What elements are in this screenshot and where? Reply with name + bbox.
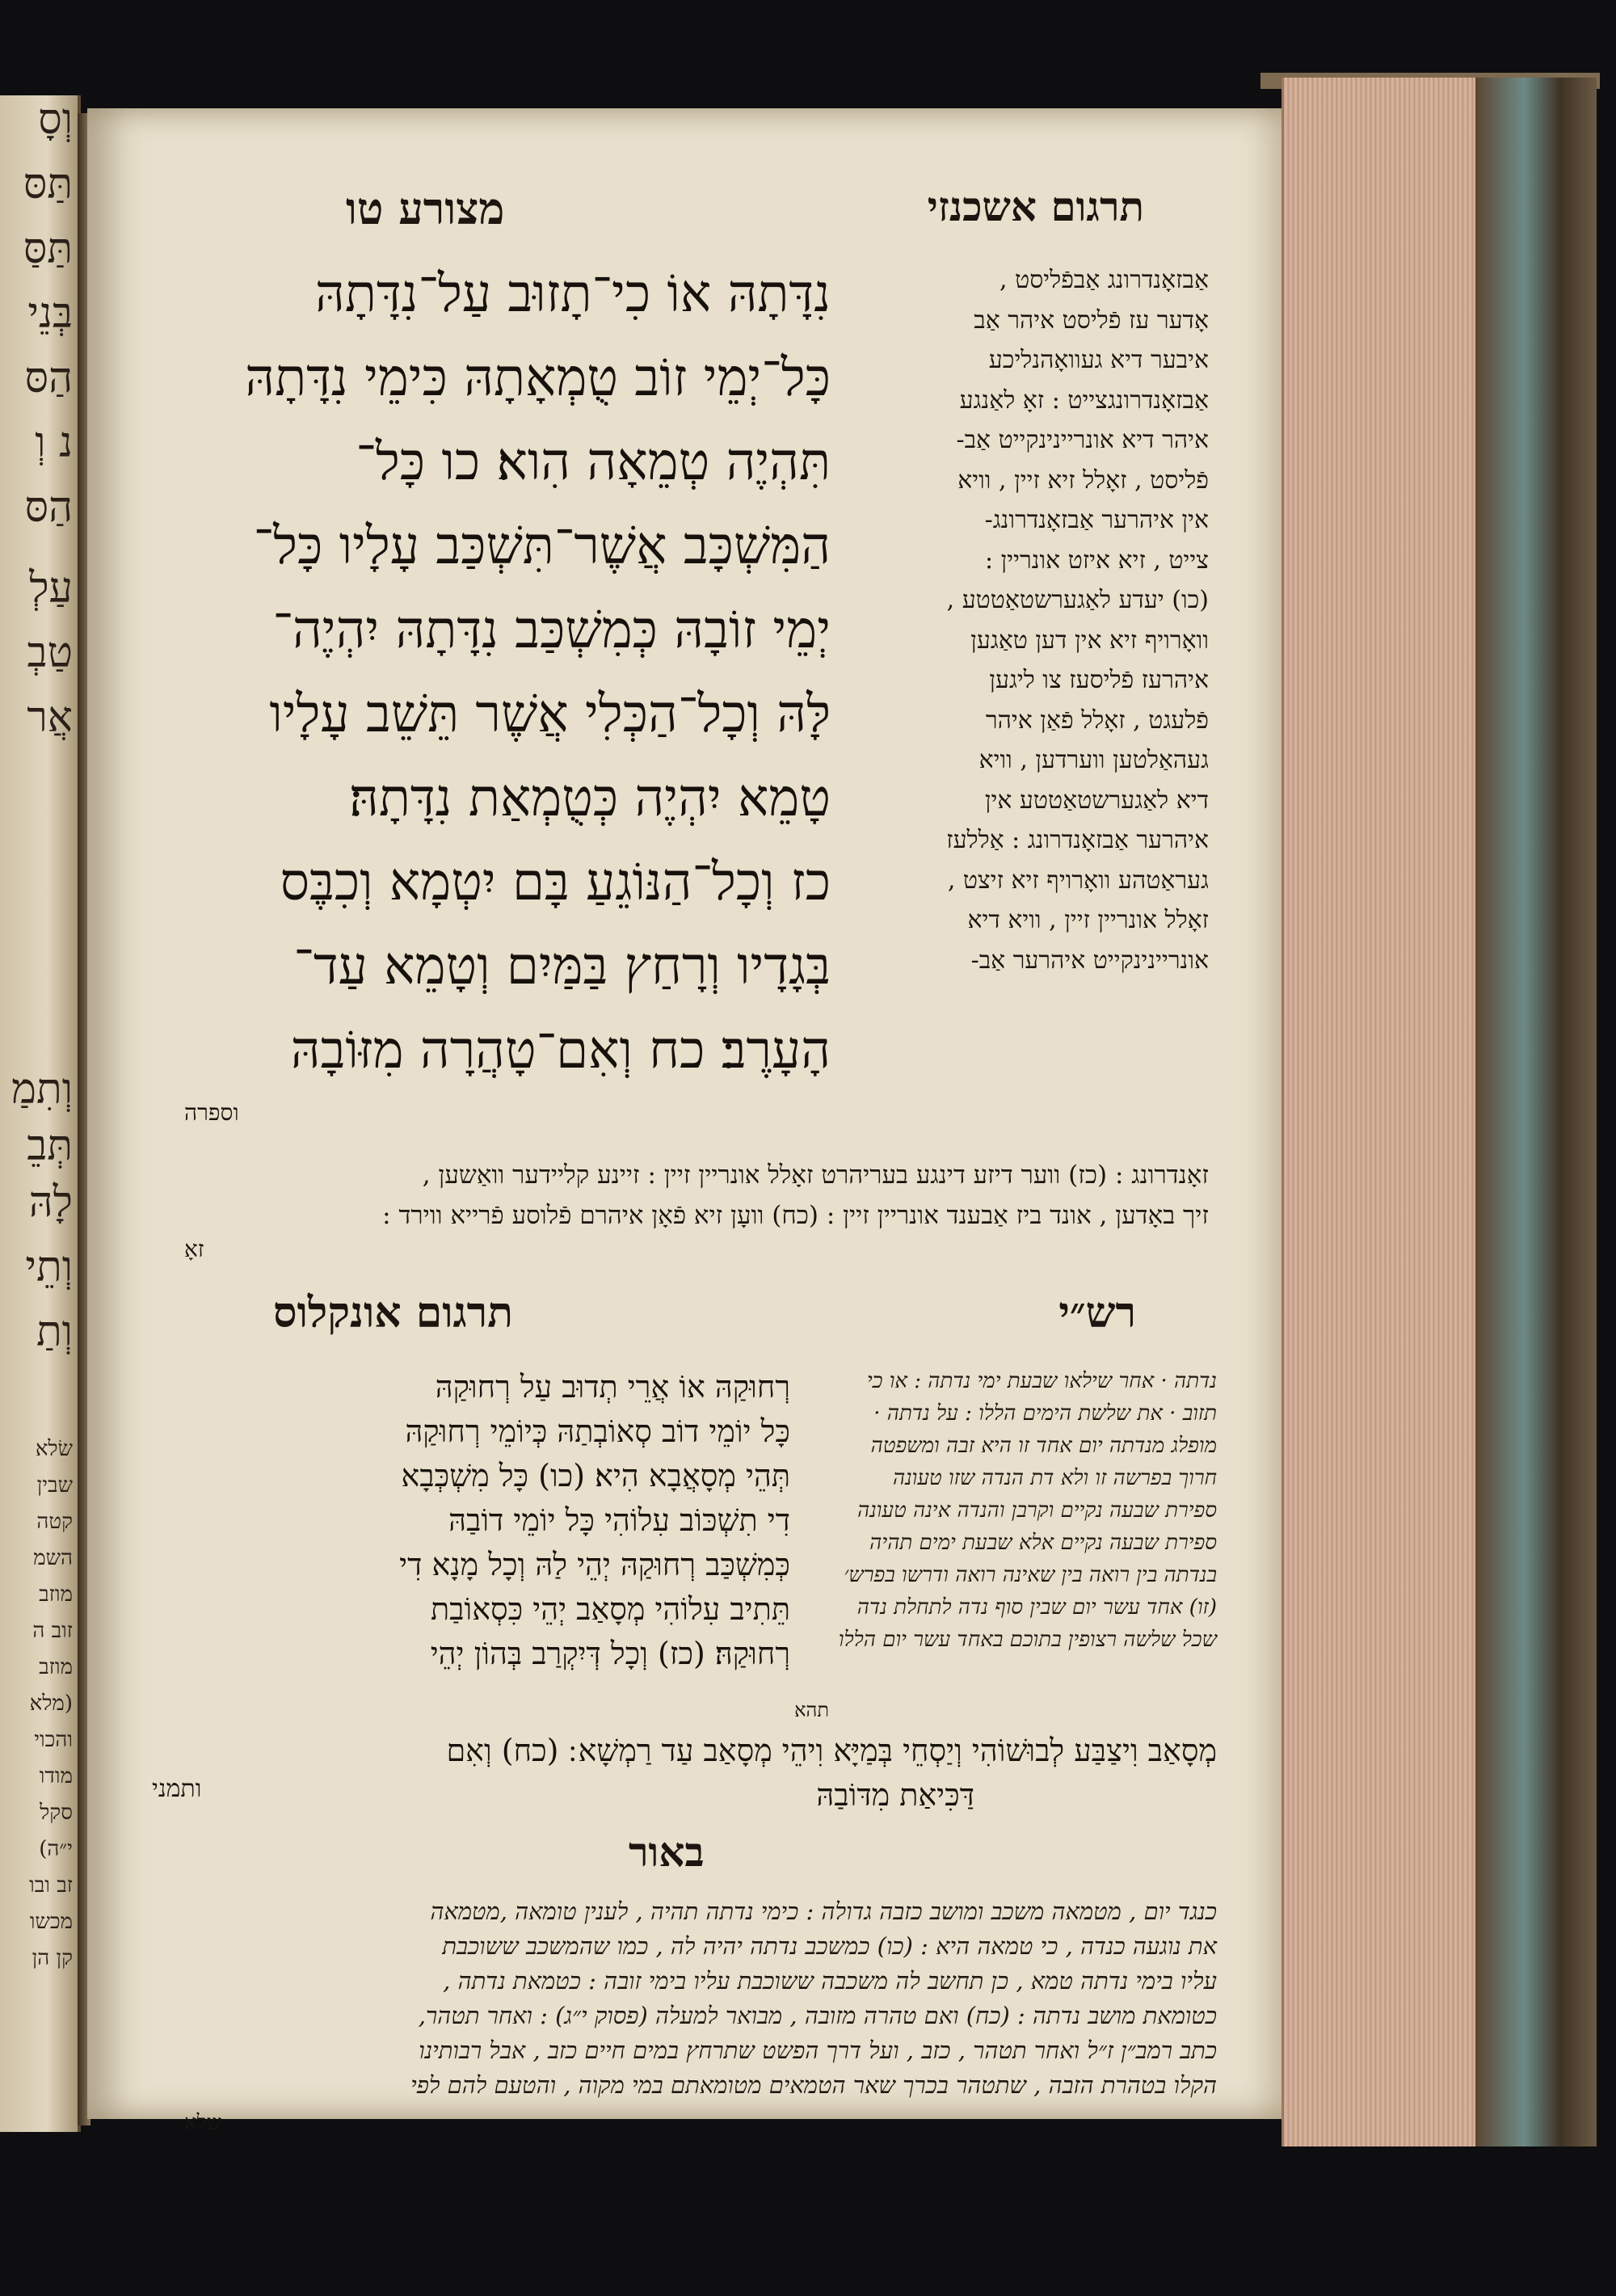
onkelos-line: דַּכִּיאַת מִדּוֹבַהּ — [816, 1777, 974, 1813]
verse-line: יְמֵי זוֹבָהּ כְּמִשְׁכַּב נִדָּתָהּ יִהְיֶה־ — [272, 600, 831, 660]
rashi-line: תזוב · את שלשת הימים הללו : על נדתה · — [873, 1401, 1217, 1426]
verse-line: הָעָרֶב׃ כח וְאִם־טָהֲרָה מִזּוֹבָהּ — [290, 1021, 831, 1081]
rashi-line: חרוך בפרשה זו ולא דת הנדה שזו טעונה — [892, 1466, 1217, 1490]
facing-note: סקל — [40, 1801, 73, 1825]
verse-line: תִּהְיֶה טְמֵאָה הִוא׃ כו כָּל־ — [356, 432, 831, 492]
rashi-line: (זו) אחד עשר יום שבין סוף נדה לתחלת נדה — [856, 1595, 1217, 1620]
translation-line: פֿליסט , זאָלל זיא זיין , וויא — [957, 466, 1209, 495]
onkelos-continuation — [120, 1729, 1217, 1818]
facing-line: תַּסַּ — [23, 225, 73, 273]
translation-line: אַבזאָנדרונגצייט : זאָ לאַנגע — [959, 385, 1209, 415]
verse-line: כָּל־יְמֵי זוֹב טֻמְאָתָהּ כִּימֵי נִדָּתָהּ — [245, 348, 831, 408]
facing-line: הַסּ — [24, 483, 73, 532]
book-cover-spine — [1475, 78, 1597, 2146]
verse-line: נִדָּתָהּ אוֹ כִי־תָזוּב עַל־נִדָּתָהּ — [315, 264, 831, 324]
facing-note: מוזב — [39, 1655, 73, 1679]
side-catchword: זאָ — [184, 1236, 204, 1262]
facing-line: וְסָ — [38, 95, 73, 144]
translation-line: איהר דיא אונריינינקייט אַב- — [956, 426, 1209, 454]
onkelos-line: תֵּתִיב עִלוֹהִי מְסָאַב יְהֵי כִּסְאוֹבַת — [430, 1591, 790, 1627]
facing-note: מכשו — [29, 1910, 73, 1934]
translation-line: פֿלעגט , זאָלל פֿאַן איהר — [985, 706, 1209, 735]
onkelos-line: תְּהֵי מְסָאֲבָא הִיא׃ (כו) כָּל מִשְׁכְּבָא — [401, 1458, 790, 1493]
facing-line: וְתִמַ — [11, 1065, 73, 1114]
facing-note: והכוי — [34, 1728, 73, 1752]
rashi-commentary — [829, 1365, 1217, 1656]
header-right-title: תרגום אשכנזי — [927, 183, 1144, 230]
translation-line: אונריינינקייט איהרער אַב- — [970, 946, 1209, 975]
onkelos-line: כָּל יוֹמֵי דוֹב סְאוֹבְתַהּ כְּיוֹמֵי רְחוּקַהּ — [405, 1413, 790, 1449]
facing-note: שׂלא — [35, 1437, 73, 1461]
book-page — [87, 108, 1281, 2135]
facing-line: תְּבֵ — [27, 1122, 73, 1170]
rashi-line: בנדתה בין רואה בין שאינה רואה ודרשו בפרש׳ — [844, 1563, 1217, 1587]
page-edges — [1281, 78, 1478, 2146]
translation-line: צייט , זיא איזט אונריין : — [984, 546, 1209, 575]
facing-line: וְתֵי — [25, 1243, 73, 1291]
translation-line: דיא לאַגערשטאַטטע אין — [984, 786, 1209, 815]
onkelos-line: רְחוּקַהּ׃ (כז) וְכָל דְּיִקְרַב בְּהוֹן יְהֵי — [430, 1636, 790, 1671]
translation-line: אָדער עז פֿליסט איהר אַב — [974, 305, 1209, 335]
header-left-title: מצורע טו — [346, 183, 505, 234]
translation-line: איהרעז פֿליסעז צו ליגען — [989, 666, 1209, 694]
rashi-heading: רש״י — [1058, 1288, 1136, 1338]
facing-line: נ וְ — [35, 419, 73, 467]
translation-line: געהאַלטען ווערדען , וויא — [978, 746, 1209, 774]
beur-line: כטומאת מושב נדתה : (כח) ואם טהרה מזובה , מבואר למעלה (פסוק י״ג) : ואחר תטהר, — [418, 2002, 1217, 2029]
translation-line: וואָרויף זיא אין דען טאַגען — [970, 626, 1209, 655]
facing-line: טַבְ — [27, 629, 73, 677]
main-hebrew-text — [136, 252, 831, 1093]
rashi-line: ספירת שבעה נקיים וקרבן והנדה אינה טעונה — [857, 1498, 1217, 1523]
rashi-line: ספירת שבעה נקיים אלא שבעת ימים תהיה — [869, 1531, 1217, 1555]
facing-note: (מלא — [29, 1691, 73, 1716]
facing-note: מוזב — [39, 1582, 73, 1607]
facing-line: תַּסּ — [23, 160, 73, 209]
onkelos-line: רְחוּקַהּ אוֹ אֲרֵי תְדוּב עַל רְחוּקַהּ — [435, 1369, 790, 1405]
facing-line: לָהּ — [28, 1178, 73, 1227]
translation-continuation — [120, 1155, 1209, 1236]
rashi-catchword: תהא — [794, 1699, 829, 1721]
continuation-line: זאָנדרונג : (כז) ווער דיזע דינגע בעריהרט זאָלל אונריין זיין : זיינע קליידער וואַשען , — [422, 1161, 1209, 1190]
rashi-line: מופלג מנדתה יום אחד זו היא זבה ומשפטה — [870, 1434, 1217, 1458]
main-catchword: וספרה — [184, 1099, 239, 1126]
beur-line: את נוגעה כנדה , כי טמאה היא : (כו) כמשכב נדתה יהיה לה , כמו שהמשכב ששוכבת — [442, 1932, 1217, 1960]
verse-line: טָמֵא יִהְיֶה כְּטֻמְאַת נִדָּתָהּ׃ — [349, 769, 831, 828]
facing-note: השמ — [33, 1546, 73, 1570]
verse-line: בְּגָדָיו וְרָחַץ בַּמַּיִם וְטָמֵא עַד־ — [293, 937, 831, 996]
beur-catchword: שלא — [184, 2111, 222, 2135]
verse-line: לָּהּ וְכָל־הַכְּלִי אֲשֶׁר תֵּשֵׁב עָלָיו — [269, 685, 831, 744]
facing-note: מודו — [39, 1764, 73, 1788]
facing-line: הַסּ — [24, 354, 73, 402]
verse-line: הַמִּשְׁכָּב אֲשֶׁר־תִּשְׁכַּב עָלָיו כָּל־ — [253, 516, 831, 576]
facing-note: י״ה) — [39, 1837, 73, 1861]
translation-line: איהרער אַבזאָנדרונג : אַללעז — [946, 826, 1209, 854]
onkelos-line: דִי תִשְׁכּוֹב עִלוֹהִי כָּל יוֹמֵי דוֹבַהּ — [448, 1502, 790, 1538]
translation-line: געראַטהע וואָרויף זיא זיצט , — [947, 866, 1209, 895]
continuation-line: זיך באָדען , אונד ביז אַבענד אונריין זיין : (כח) וועָן זיא פֿאָן איהרם פֿלוסע פֿרייא ווירד : — [382, 1201, 1209, 1230]
beur-line: כנגד יום , מטמאה משכב ומושב כזבה גדולה : כימי נדתה תהיה , לענין טומאה ,מטמאה — [430, 1898, 1217, 1925]
german-translation-column — [861, 260, 1209, 980]
rashi-line: נדתה · אחר שילאו שבעת ימי נדתה : או כי — [866, 1369, 1217, 1393]
facing-note: קטה — [36, 1510, 73, 1534]
facing-note: זוב ה — [32, 1619, 73, 1643]
translation-line: אין איהרער אַבזאָנדרונג- — [984, 506, 1209, 534]
facing-line: אֲר — [27, 693, 73, 742]
facing-page-fragment — [0, 95, 81, 2132]
onkelos-line: כְּמִשְׁכַּב רְחוּקַהּ יְהֵי לַהּ וְכָל מָנָא דִי — [399, 1547, 790, 1582]
beur-commentary — [128, 1894, 1217, 2103]
beur-line: עליו בימי נדתה טמא , כן תחשב לה משכבה ששוכבת עליו בימי זובה : כטמאת נדתה , — [443, 1967, 1217, 1995]
onkelos-heading: תרגום אונקלוס — [273, 1288, 513, 1338]
translation-line: זאָלל אונריין זיין , וויא דיא — [967, 906, 1209, 934]
translation-line: אַבזאָנדרונג אַבפֿליסט , — [999, 266, 1209, 294]
facing-note: קן הן — [32, 1946, 73, 1970]
beur-heading: באור — [629, 1828, 705, 1876]
facing-line: וְתַ — [36, 1308, 73, 1356]
translation-line: (כו) יעדע לאַגערשטאַטטע , — [946, 586, 1209, 614]
beur-line: כתב רמב״ן ז״ל ואחר תטהר , כזב , ועל דרך הפשט שתרחץ במים חיים כזב , אבל רבותינו — [419, 2037, 1217, 2064]
facing-line: בְּנֵי — [27, 289, 73, 338]
onkelos-line: מְסָאַב וִיצַבַּע לְבוּשׁוֹהִי וְיַסְחֵי בְּמַיָּא וִיהֵי מְסָאַב עַד רַמְשָׁא ׃ (כח) וְאִם — [446, 1733, 1217, 1768]
facing-note: זב ובו — [29, 1873, 73, 1898]
onkelos-catchword: ותמני — [152, 1775, 202, 1803]
running-header — [160, 183, 1209, 247]
onkelos-targum — [136, 1365, 790, 1676]
rashi-line: שכל שלשה רצופין בתוכם באחד עשר יום הללו — [838, 1628, 1217, 1652]
facing-line: עַלְ — [29, 564, 73, 613]
verse-line: כז וְכָל־הַנּוֹגֵעַ בָּם יִטְמָא וְכִבֶּס — [280, 853, 831, 912]
translation-line: איבער דיא געוואָהנליכע — [988, 346, 1209, 374]
beur-line: הקלו בטהרת הזבה , שתטהר בכרך שאר הטמאים מטומאתם במי מקוה , והטעם להם לפי — [410, 2071, 1217, 2099]
facing-note: שבין — [36, 1473, 73, 1498]
